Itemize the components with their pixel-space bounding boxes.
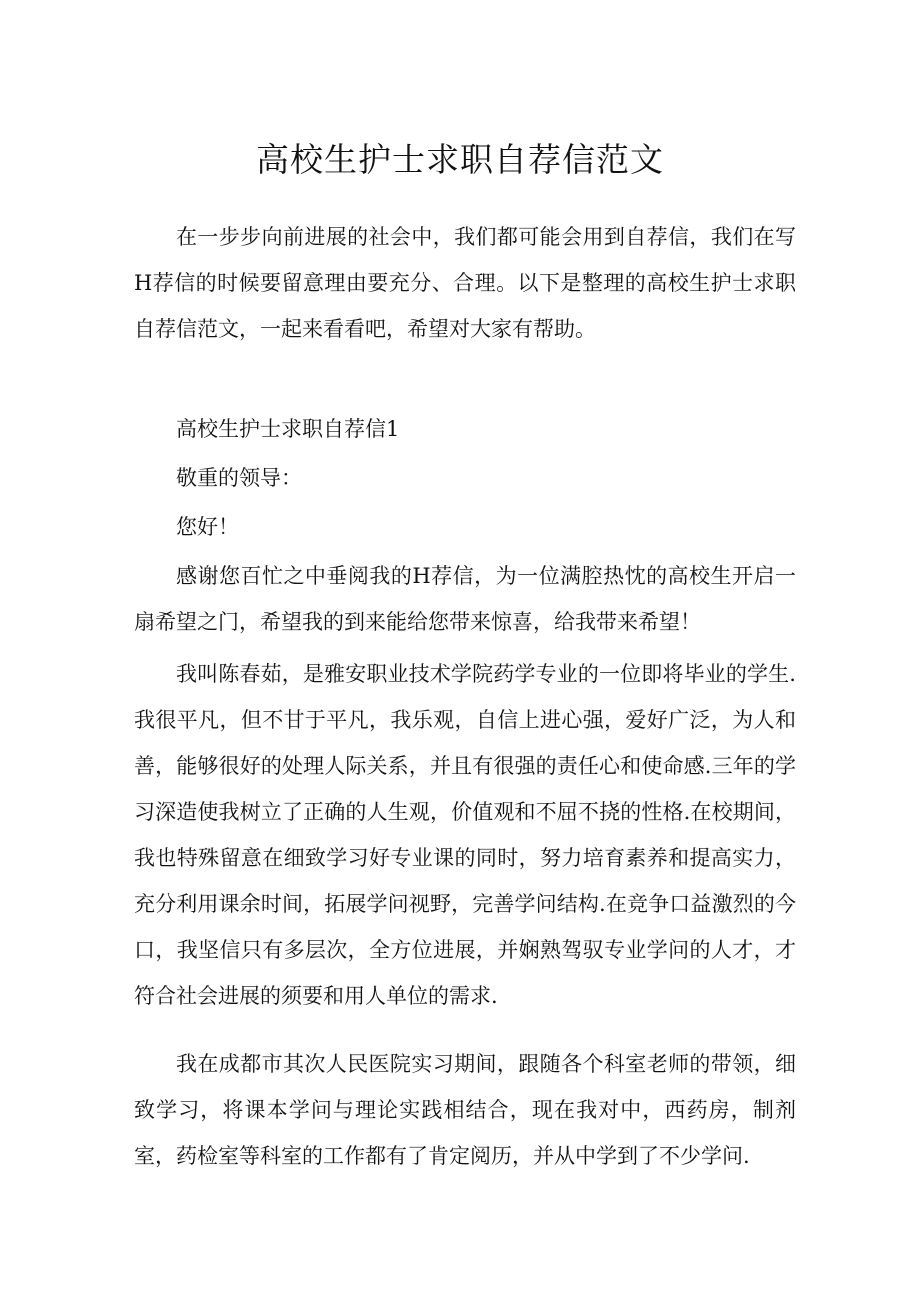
letter-paragraph: 我在成都市其次人民医院实习期间，跟随各个科室老师的带领，细致学习，将课本学问与理论实践相结合，现在我对中，西药房，制剂室，药检室等科室的工作都有了肯定阅历，并从中学到了不少学问. xyxy=(134,1052,796,1168)
intro-paragraph: 在一步步向前进展的社会中，我们都可能会用到自荐信，我们在写H荐信的时候要留意理由要充分、合理。以下是整理的高校生护士求职自荐信范文，一起来看看吧，希望对大家有帮助。 xyxy=(134,225,796,341)
intro-section xyxy=(134,214,796,352)
letter-section xyxy=(134,406,796,1179)
letter-paragraph: 我叫陈春茹，是雅安职业技术学院药学专业的一位即将毕业的学生.我很平凡，但不甘于平凡，我乐观，自信上进心强，爱好广泛，为人和善，能够很好的处理人际关系，并且有很强的责任心和使命感.三年的学习深造使我树立了正确的人生观，价值观和不屈不挠的性格.在校期间，我也特殊留意在细致学习好专业课的同时，努力培育素养和提高实力，充分利用课余时间，拓展学问视野，完善学问结构.在竞争口益激烈的今口，我坚信只有多层次，全方位进展，并娴熟驾驭专业学问的人才，才符合社会进展的须要和用人单位的需求. xyxy=(134,662,796,1008)
document-title: 高校生护士求职自荐信范文 xyxy=(256,140,664,179)
letter-heading: 高校生护士求职自荐信1 xyxy=(176,417,400,441)
letter-paragraph: 感谢您百忙之中垂阅我的H荐信，为一位满腔热忱的高校生开启一扇希望之门，希望我的到来能给您带来惊喜，给我带来希望！ xyxy=(134,564,796,634)
letter-greeting: 您好！ xyxy=(176,515,239,539)
letter-salutation: 敬重的领导： xyxy=(176,466,302,490)
